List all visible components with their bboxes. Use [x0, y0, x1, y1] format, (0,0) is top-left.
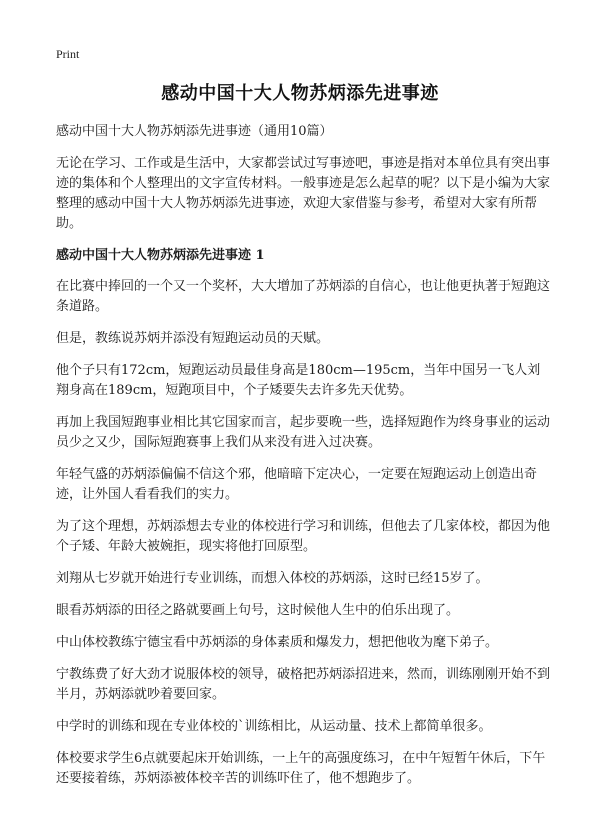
intro-paragraph: 无论在学习、工作或是生活中，大家都尝试过写事迹吧，事迹是指对本单位具有突出事迹的集体和个人整理出的文字宣传材料。一般事迹是怎么起草的呢？以下是小编为大家整理的感动中国十大人物苏炳添先进事迹，欢迎大家借鉴与参考，希望对大家有所帮助。: [56, 156, 551, 231]
print-link[interactable]: Print: [56, 47, 80, 61]
paragraph: 中学时的训练和现在专业体校的`训练相比，从运动量、技术上都简单很多。: [56, 719, 492, 734]
article-body: [56, 122, 550, 801]
paragraph: 刘翔从七岁就开始进行专业训练，而想入体校的苏炳添，这时已经15岁了。: [56, 571, 489, 586]
paragraph: 年轻气盛的苏炳添偏偏不信这个邪，他暗暗下定决心，一定要在短跑运动上创造出奇迹，让外国人看看我们的实力。: [56, 467, 538, 502]
paragraph: 宁教练费了好大劲才说服体校的领导，破格把苏炳添招进来，然而，训练刚刚开始不到半月，苏炳添就吵着要回家。: [56, 667, 551, 702]
paragraph: 再加上我国短跑事业相比其它国家而言，起步要晚一些，选择短跑作为终身事业的运动员少之又少，国际短跑赛事上我们从来没有进入过决赛。: [56, 415, 551, 450]
paragraph: 但是，教练说苏炳并添没有短跑运动员的天赋。: [56, 331, 330, 346]
paragraph: 在比赛中捧回的一个又一个奖杯，大大增加了苏炳添的自信心，也让他更执著于短跑这条道路。: [56, 279, 551, 314]
section-heading: 感动中国十大人物苏炳添先进事迹 1: [56, 248, 265, 263]
article-subtitle: 感动中国十大人物苏炳添先进事迹（通用10篇）: [56, 124, 333, 139]
paragraph: 为了这个理想，苏炳添想去专业的体校进行学习和训练，但他去了几家体校，都因为他个子矮、年龄大被婉拒，现实将他打回原型。: [56, 519, 551, 554]
paragraph: 体校要求学生6点就要起床开始训练，一上午的高强度练习，在中午短暂午休后，下午还要接着练，苏炳添被体校辛苦的训练吓住了，他不想跑步了。: [56, 751, 546, 786]
paragraph: 眼看苏炳添的田径之路就要画上句号，这时候他人生中的伯乐出现了。: [56, 603, 460, 618]
page-title: 感动中国十大人物苏炳添先进事迹: [161, 83, 439, 104]
paragraph: 他个子只有172cm，短跑运动员最佳身高是180cm—195cm，当年中国另一飞人刘翔身高在189cm，短跑项目中，个子矮要失去许多先天优势。: [56, 363, 541, 398]
paragraph: 中山体校教练宁德宝看中苏炳添的身体素质和爆发力，想把他收为麾下弟子。: [56, 635, 499, 650]
